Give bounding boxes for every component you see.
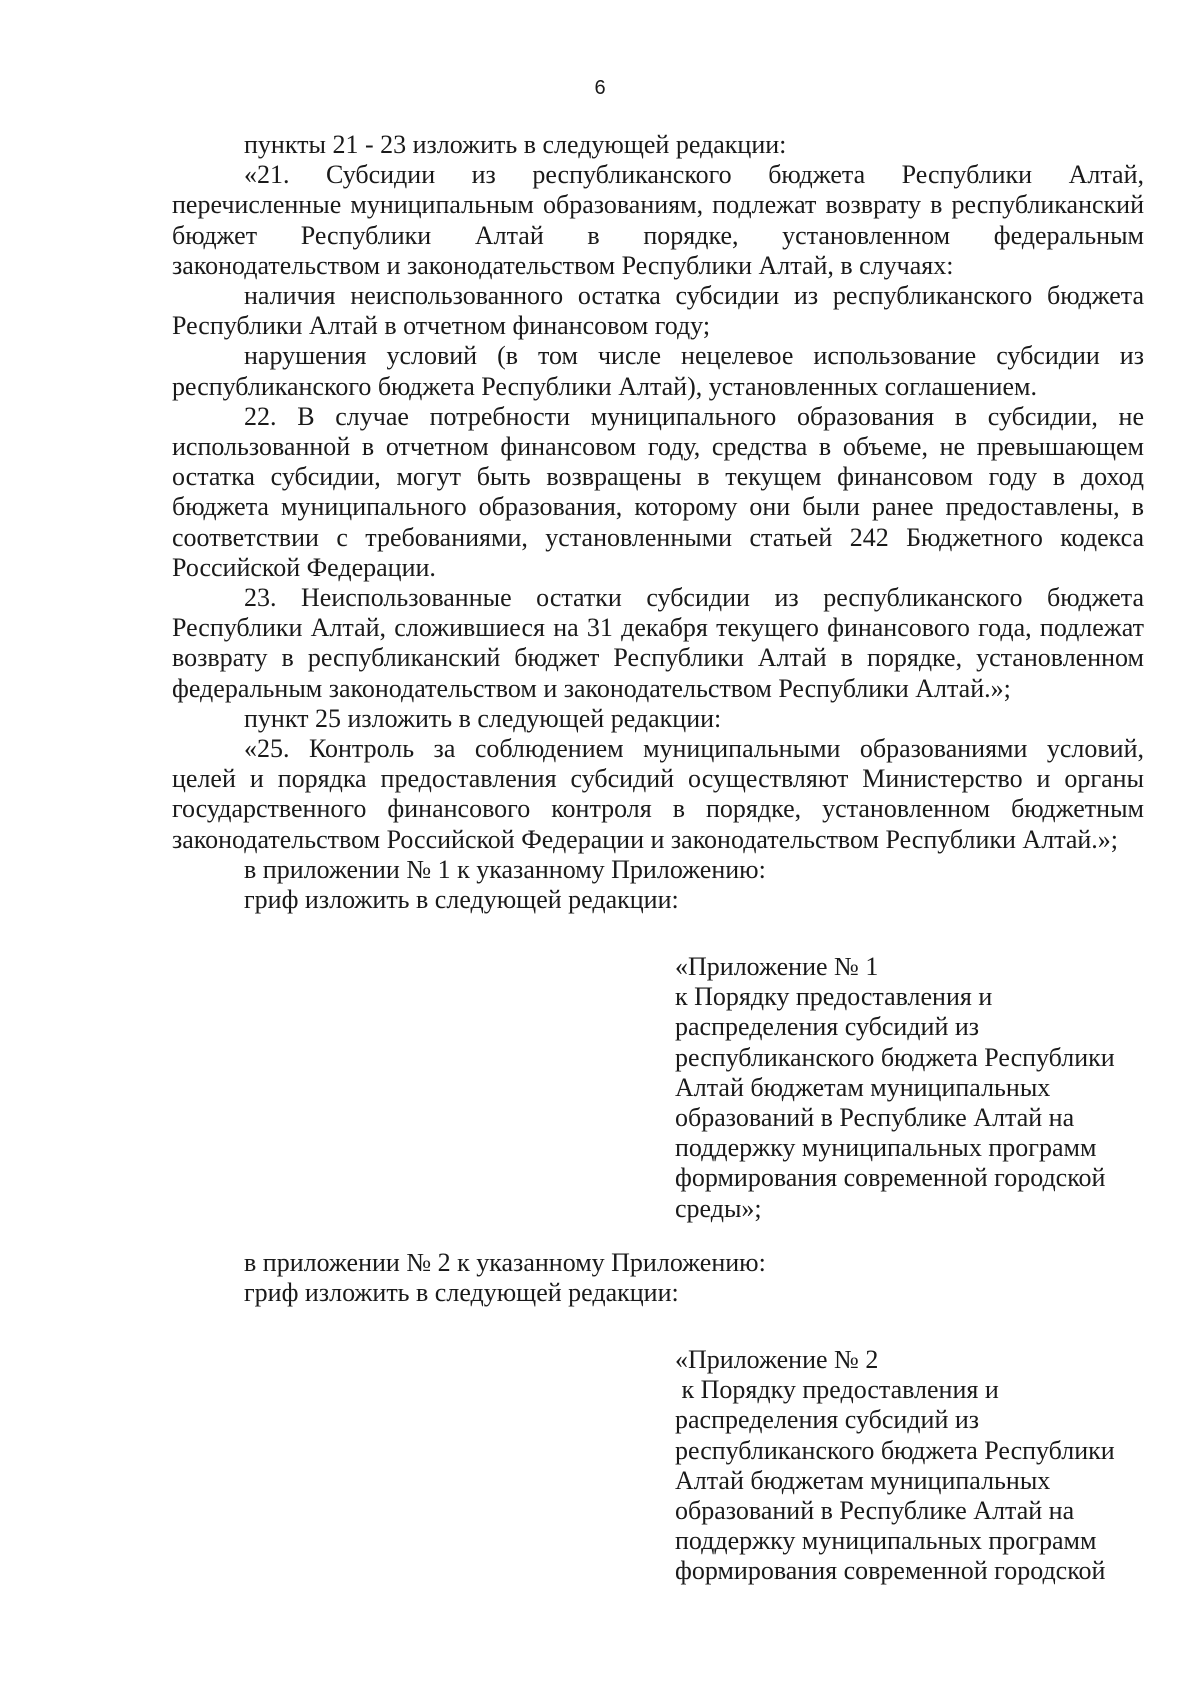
grif-line: формирования современной городской: [675, 1556, 1106, 1586]
text-line: в приложении № 1 к указанному Приложению:: [244, 854, 766, 884]
text-line: пункты 21 - 23 изложить в следующей редакции:: [244, 130, 787, 159]
text-line: федеральным законодательством и законодательством Республики Алтай.»;: [172, 673, 1011, 703]
text-line: 22. В случае потребности муниципального образования в субсидии, не: [244, 401, 1144, 431]
grif-line: распределения субсидий из: [675, 1405, 980, 1435]
text-line: государственного финансового контроля в порядке, установленном бюджетным: [172, 794, 1144, 824]
text-line: пункт 25 изложить в следующей редакции:: [244, 703, 722, 733]
grif-line: формирования современной городской: [675, 1163, 1106, 1193]
grif-line: к Порядку предоставления и: [675, 982, 993, 1012]
text-line: нарушения условий (в том числе нецелевое использование субсидии из: [244, 341, 1144, 371]
text-line: Российской Федерации.: [172, 552, 436, 582]
text-line: законодательством и законодательством Республики Алтай, в случаях:: [172, 250, 954, 280]
grif-line: Алтай бюджетам муниципальных: [675, 1465, 1051, 1495]
text-line: Республики Алтай в отчетном финансовом году;: [172, 311, 711, 341]
page-number: 6: [594, 77, 606, 99]
text-line: бюджет Республики Алтай в порядке, установленном федеральным: [172, 220, 1144, 250]
text-line: использованной в отчетном финансовом году, средства в объеме, не превышающем: [172, 432, 1144, 462]
grif-line: образований в Республике Алтай на: [675, 1496, 1075, 1526]
text-line: наличия неиспользованного остатка субсидии из республиканского бюджета: [244, 281, 1144, 311]
grif-line: «Приложение № 2: [675, 1345, 879, 1374]
text-line: целей и порядка предоставления субсидий осуществляют Министерство и органы: [172, 764, 1144, 794]
text-line: гриф изложить в следующей редакции:: [244, 1278, 679, 1308]
grif-line: поддержку муниципальных программ: [675, 1526, 1097, 1556]
grif-line: к Порядку предоставления и: [675, 1375, 999, 1405]
appendix-2-header: [675, 1345, 1155, 1587]
text-line: перечисленные муниципальным образованиям, подлежат возврату в республиканский: [172, 190, 1144, 220]
appendix-1-header: [675, 952, 1155, 1224]
document-body: [172, 130, 1144, 915]
grif-line: «Приложение № 1: [675, 952, 879, 981]
text-line: законодательством Российской Федерации и законодательством Республики Алтай.»;: [172, 824, 1119, 854]
appendix-2-intro: [244, 1248, 1144, 1308]
text-line: остатка субсидии, могут быть возвращены в текущем финансовом году в доход: [172, 462, 1144, 492]
text-line: гриф изложить в следующей редакции:: [244, 885, 679, 915]
grif-line: республиканского бюджета Республики: [675, 1042, 1115, 1072]
text-line: 23. Неиспользованные остатки субсидии из республиканского бюджета: [244, 583, 1144, 613]
grif-line: республиканского бюджета Республики: [675, 1435, 1115, 1465]
text-line: «21. Субсидии из республиканского бюджета Республики Алтай,: [244, 160, 1144, 190]
grif-line: Алтай бюджетам муниципальных: [675, 1072, 1051, 1102]
grif-line: поддержку муниципальных программ: [675, 1133, 1097, 1163]
text-line: возврату в республиканский бюджет Республики Алтай в порядке, установленном: [172, 643, 1144, 673]
text-line: республиканского бюджета Республики Алтай), установленных соглашением.: [172, 371, 1037, 401]
text-line: бюджета муниципального образования, которому они были ранее предоставлены, в: [172, 492, 1144, 522]
grif-line: распределения субсидий из: [675, 1012, 980, 1042]
text-line: Республики Алтай, сложившиеся на 31 декабря текущего финансового года, подлежат: [172, 613, 1144, 643]
grif-line: среды»;: [675, 1193, 762, 1223]
grif-line: образований в Республике Алтай на: [675, 1103, 1075, 1133]
text-line: в приложении № 2 к указанному Приложению:: [244, 1248, 766, 1277]
text-line: соответствии с требованиями, установленными статьей 242 Бюджетного кодекса: [172, 522, 1144, 552]
text-line: «25. Контроль за соблюдением муниципальными образованиями условий,: [244, 734, 1144, 764]
